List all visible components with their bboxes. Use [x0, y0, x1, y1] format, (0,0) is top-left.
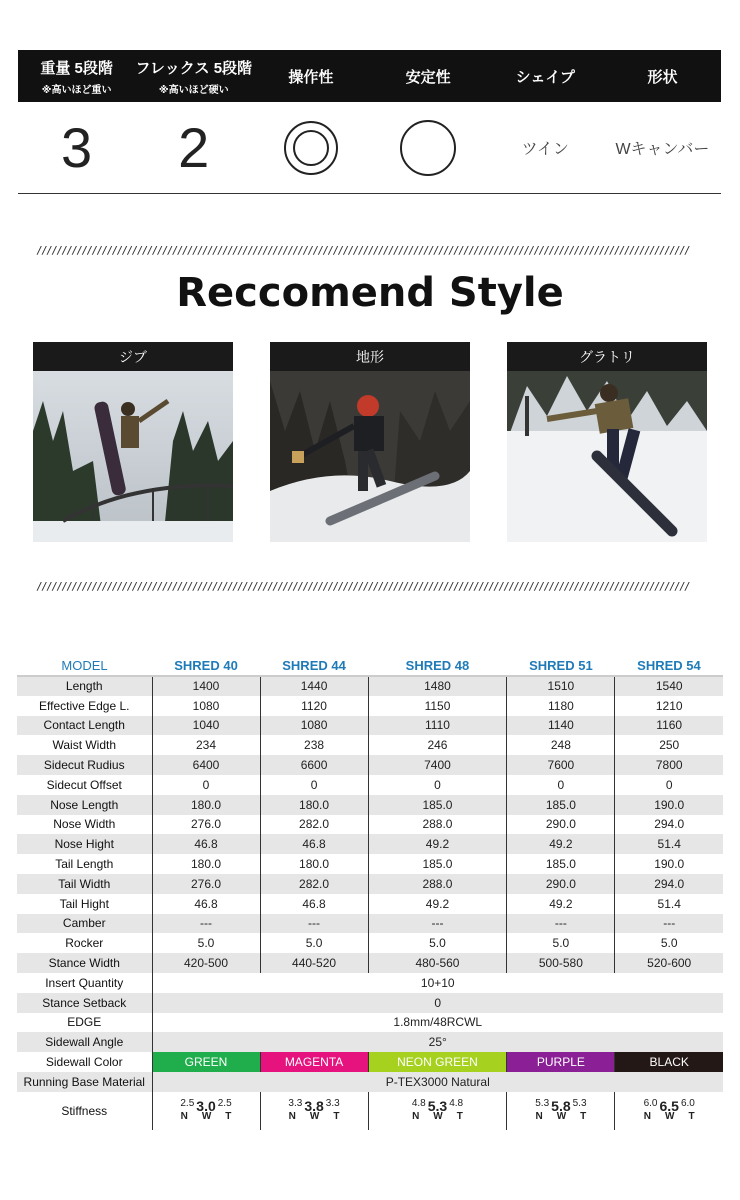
spec-cell: 0 [507, 775, 615, 795]
spec-row [17, 755, 723, 775]
stiffness-nose: 5.3 [535, 1098, 550, 1110]
stiffness-waist: 5.8 [551, 1098, 571, 1115]
slash-divider: ////////////////////////////////////////////////////////////////////////////////////////////////////////////////////////////////// [36, 580, 689, 593]
sidewall-color-swatch: MAGENTA [260, 1052, 368, 1072]
spec-row [17, 953, 723, 973]
spec-row-label: Sidecut Rudius [17, 755, 152, 775]
nwt-label: T [333, 1111, 340, 1123]
model-name: SHRED 40 [152, 656, 260, 676]
spec-cell: 420-500 [152, 953, 260, 973]
stiffness-waist: 5.3 [427, 1098, 448, 1115]
stiffness-tail: 6.0 [680, 1098, 695, 1110]
spec-cell: 49.2 [507, 894, 615, 914]
spec-cell: 1.8mm/48RCWL [152, 1013, 723, 1033]
spec-cell: 5.0 [152, 933, 260, 953]
spec-row [17, 914, 723, 934]
shape-value: ツイン [521, 141, 569, 158]
spec-row-label: Running Base Material [17, 1072, 152, 1092]
stiffness-row [17, 1092, 723, 1130]
double-circle-icon [281, 118, 341, 178]
spec-cell: 288.0 [368, 815, 507, 835]
spec-cell: 6400 [152, 755, 260, 775]
spec-cell: P-TEX3000 Natural [152, 1072, 723, 1092]
spec-row-label: Sidewall Color [17, 1052, 152, 1072]
spec-cell: 440-520 [260, 953, 368, 973]
spec-cell: --- [368, 914, 507, 934]
spec-row-label: Nose Length [17, 795, 152, 815]
spec-cell: 1400 [152, 676, 260, 696]
stiffness-cell [260, 1092, 368, 1130]
spec-row [17, 795, 723, 815]
spec-cell: 180.0 [152, 795, 260, 815]
nwt-label: W [556, 1111, 567, 1123]
spec-row [17, 973, 723, 993]
spec-cell: 1480 [368, 676, 507, 696]
nwt-label: T [456, 1111, 463, 1123]
spec-cell: 1540 [615, 676, 723, 696]
spec-cell: 0 [368, 775, 507, 795]
spec-cell: 480-560 [368, 953, 507, 973]
spec-cell: 51.4 [615, 834, 723, 854]
nwt-label: N [288, 1111, 296, 1123]
spec-cell: 294.0 [615, 815, 723, 835]
spec-cell: --- [260, 914, 368, 934]
spec-row-label: EDGE [17, 1013, 152, 1033]
spec-cell: 0 [260, 775, 368, 795]
model-name: SHRED 54 [615, 656, 723, 676]
nwt-label: W [665, 1111, 675, 1123]
weight-value: 3 [61, 116, 93, 179]
spec-cell: 500-580 [507, 953, 615, 973]
spec-row-label: Effective Edge L. [17, 696, 152, 716]
spec-cell: 190.0 [615, 795, 723, 815]
spec-cell: 276.0 [152, 815, 260, 835]
spec-cell: 49.2 [368, 894, 507, 914]
spec-row [17, 775, 723, 795]
spec-cell: 7400 [368, 755, 507, 775]
nwt-label: N [643, 1111, 652, 1123]
spec-row-label: Stance Width [17, 953, 152, 973]
model-header: MODEL [17, 656, 152, 676]
spec-cell: 7800 [615, 755, 723, 775]
spec-cell: 288.0 [368, 874, 507, 894]
spec-row [17, 834, 723, 854]
rating-header-title: フレックス 5段階 [135, 59, 253, 77]
spec-cell: 185.0 [368, 854, 507, 874]
spec-row [17, 716, 723, 736]
nwt-label: W [433, 1111, 443, 1123]
spec-cell: 1440 [260, 676, 368, 696]
groundtrick-photo [507, 371, 707, 542]
spec-cell: --- [615, 914, 723, 934]
spec-row [17, 993, 723, 1013]
stiffness-tail: 5.3 [572, 1098, 587, 1110]
spec-row [17, 1072, 723, 1092]
spec-table [17, 656, 723, 1130]
spec-cell: 180.0 [260, 795, 368, 815]
rating-values [18, 102, 721, 194]
spec-cell: 520-600 [615, 953, 723, 973]
rating-profile [604, 102, 721, 193]
profile-value: Wキャンバー [615, 141, 710, 158]
rating-header-title: 重量 5段階 [40, 59, 113, 77]
circle-icon [398, 118, 458, 178]
rating-header-stability [370, 50, 487, 102]
spec-cell: 46.8 [152, 894, 260, 914]
spec-row [17, 854, 723, 874]
jib-photo [33, 371, 233, 542]
sidewall-color-row [17, 1052, 723, 1072]
style-card-groundtrick [507, 342, 707, 542]
spec-row [17, 1013, 723, 1033]
spec-cell: --- [152, 914, 260, 934]
spec-cell: 290.0 [507, 874, 615, 894]
rating-header [18, 50, 721, 102]
nwt-label: N [412, 1111, 420, 1123]
spec-row [17, 676, 723, 696]
stiffness-waist: 3.8 [304, 1098, 324, 1115]
spec-cell: 1150 [368, 696, 507, 716]
sidewall-color-swatch: PURPLE [507, 1052, 615, 1072]
rating-flex [135, 102, 252, 193]
stiffness-nose: 4.8 [411, 1098, 426, 1110]
spec-cell: 185.0 [507, 795, 615, 815]
stiffness-tail: 4.8 [449, 1098, 464, 1110]
spec-cell: 185.0 [507, 854, 615, 874]
spec-row-label: Nose Hight [17, 834, 152, 854]
rating-header-sub: ※高いほど重い [41, 84, 112, 96]
spec-row-label: Sidewall Angle [17, 1032, 152, 1052]
stiffness-cell [368, 1092, 507, 1130]
spec-row-label: Tail Length [17, 854, 152, 874]
spec-cell: 234 [152, 735, 260, 755]
spec-cell: 294.0 [615, 874, 723, 894]
sidewall-color-swatch: GREEN [152, 1052, 260, 1072]
stiffness-waist: 6.5 [659, 1098, 679, 1115]
spec-cell: 6600 [260, 755, 368, 775]
spec-cell: 248 [507, 735, 615, 755]
spec-cell: 185.0 [368, 795, 507, 815]
spec-row-label: Length [17, 676, 152, 696]
model-name: SHRED 48 [368, 656, 507, 676]
spec-row-label: Rocker [17, 933, 152, 953]
stiffness-tail: 3.3 [325, 1098, 340, 1110]
spec-row [17, 933, 723, 953]
rating-header-title: 形状 [647, 68, 678, 86]
sidewall-color-swatch: NEON GREEN [368, 1052, 507, 1072]
spec-cell: 46.8 [152, 834, 260, 854]
stiffness-nose: 6.0 [643, 1098, 658, 1110]
spec-cell: 46.8 [260, 834, 368, 854]
spec-row-label: Tail Hight [17, 894, 152, 914]
spec-row-label: Sidecut Offset [17, 775, 152, 795]
spec-cell: 1160 [615, 716, 723, 736]
spec-row [17, 735, 723, 755]
spec-cell: 290.0 [507, 815, 615, 835]
stiffness-cell [615, 1092, 723, 1130]
recommend-title: Reccomend Style [176, 270, 564, 316]
nwt-label: T [688, 1111, 695, 1123]
spec-cell: 250 [615, 735, 723, 755]
rating-header-shape [487, 50, 604, 102]
spec-row [17, 894, 723, 914]
rating-shape [487, 102, 604, 193]
spec-cell: 282.0 [260, 815, 368, 835]
spec-row-label: Nose Width [17, 815, 152, 835]
spec-row-label: Insert Quantity [17, 973, 152, 993]
sidewall-color-swatch: BLACK [615, 1052, 723, 1072]
spec-cell: 5.0 [507, 933, 615, 953]
stiffness-waist: 3.0 [196, 1098, 216, 1115]
rating-stability [370, 102, 487, 193]
nwt-label: W [201, 1111, 212, 1123]
spec-cell: 1210 [615, 696, 723, 716]
spec-cell: 238 [260, 735, 368, 755]
spec-row-label: Tail Width [17, 874, 152, 894]
spec-row [17, 815, 723, 835]
stiffness-cell [152, 1092, 260, 1130]
rating-weight [18, 102, 135, 193]
rating-header-profile [604, 50, 721, 102]
spec-cell: 49.2 [507, 834, 615, 854]
nwt-label: T [225, 1111, 232, 1123]
style-label: ジブ [33, 342, 233, 371]
spec-cell: 1110 [368, 716, 507, 736]
spec-cell: 276.0 [152, 874, 260, 894]
spec-cell: 1180 [507, 696, 615, 716]
style-card-terrain [270, 342, 470, 542]
spec-row [17, 874, 723, 894]
spec-cell: 180.0 [260, 854, 368, 874]
rating-header-title: 操作性 [288, 68, 334, 86]
slash-divider: ////////////////////////////////////////////////////////////////////////////////////////////////////////////////////////////////// [36, 244, 689, 257]
rating-block [18, 50, 721, 194]
spec-cell: 5.0 [368, 933, 507, 953]
stiffness-cell [507, 1092, 615, 1130]
spec-cell: 0 [152, 775, 260, 795]
nwt-label: N [535, 1111, 543, 1123]
spec-cell: 1510 [507, 676, 615, 696]
spec-row [17, 696, 723, 716]
spec-cell: 7600 [507, 755, 615, 775]
spec-cell: 1140 [507, 716, 615, 736]
spec-cell: 46.8 [260, 894, 368, 914]
spec-cell: 0 [152, 993, 723, 1013]
spec-cell: 49.2 [368, 834, 507, 854]
spec-cell: 190.0 [615, 854, 723, 874]
spec-row-label: Contact Length [17, 716, 152, 736]
spec-cell: 25° [152, 1032, 723, 1052]
terrain-photo [270, 371, 470, 542]
nwt-label: T [580, 1111, 587, 1123]
spec-cell: 5.0 [260, 933, 368, 953]
spec-row [17, 1032, 723, 1052]
rating-header-weight [18, 50, 135, 102]
rating-header-title: シェイプ [515, 68, 575, 86]
spec-cell: 282.0 [260, 874, 368, 894]
nwt-label: N [180, 1111, 188, 1123]
spec-cell: 0 [615, 775, 723, 795]
model-name: SHRED 44 [260, 656, 368, 676]
style-label: グラトリ [507, 342, 707, 371]
rating-header-flex [135, 50, 252, 102]
spec-cell: 10+10 [152, 973, 723, 993]
spec-row-label: Stiffness [17, 1092, 152, 1130]
model-name: SHRED 51 [507, 656, 615, 676]
rating-handling [252, 102, 369, 193]
spec-cell: 1040 [152, 716, 260, 736]
spec-cell: 1080 [152, 696, 260, 716]
stiffness-nose: 3.3 [288, 1098, 303, 1110]
flex-value: 2 [178, 116, 210, 179]
style-card-jib [33, 342, 233, 542]
spec-row-label: Waist Width [17, 735, 152, 755]
stiffness-tail: 2.5 [217, 1098, 232, 1110]
spec-cell: 51.4 [615, 894, 723, 914]
spec-cell: 180.0 [152, 854, 260, 874]
style-label: 地形 [270, 342, 470, 371]
rating-header-title: 安定性 [405, 68, 451, 86]
spec-row-label: Camber [17, 914, 152, 934]
spec-cell: 5.0 [615, 933, 723, 953]
spec-cell: --- [507, 914, 615, 934]
rating-header-handling [252, 50, 369, 102]
stiffness-nose: 2.5 [180, 1098, 195, 1110]
spec-row-label: Stance Setback [17, 993, 152, 1013]
spec-cell: 1080 [260, 716, 368, 736]
nwt-label: W [309, 1111, 320, 1123]
spec-cell: 246 [368, 735, 507, 755]
spec-cell: 1120 [260, 696, 368, 716]
rating-header-sub: ※高いほど硬い [158, 84, 229, 96]
